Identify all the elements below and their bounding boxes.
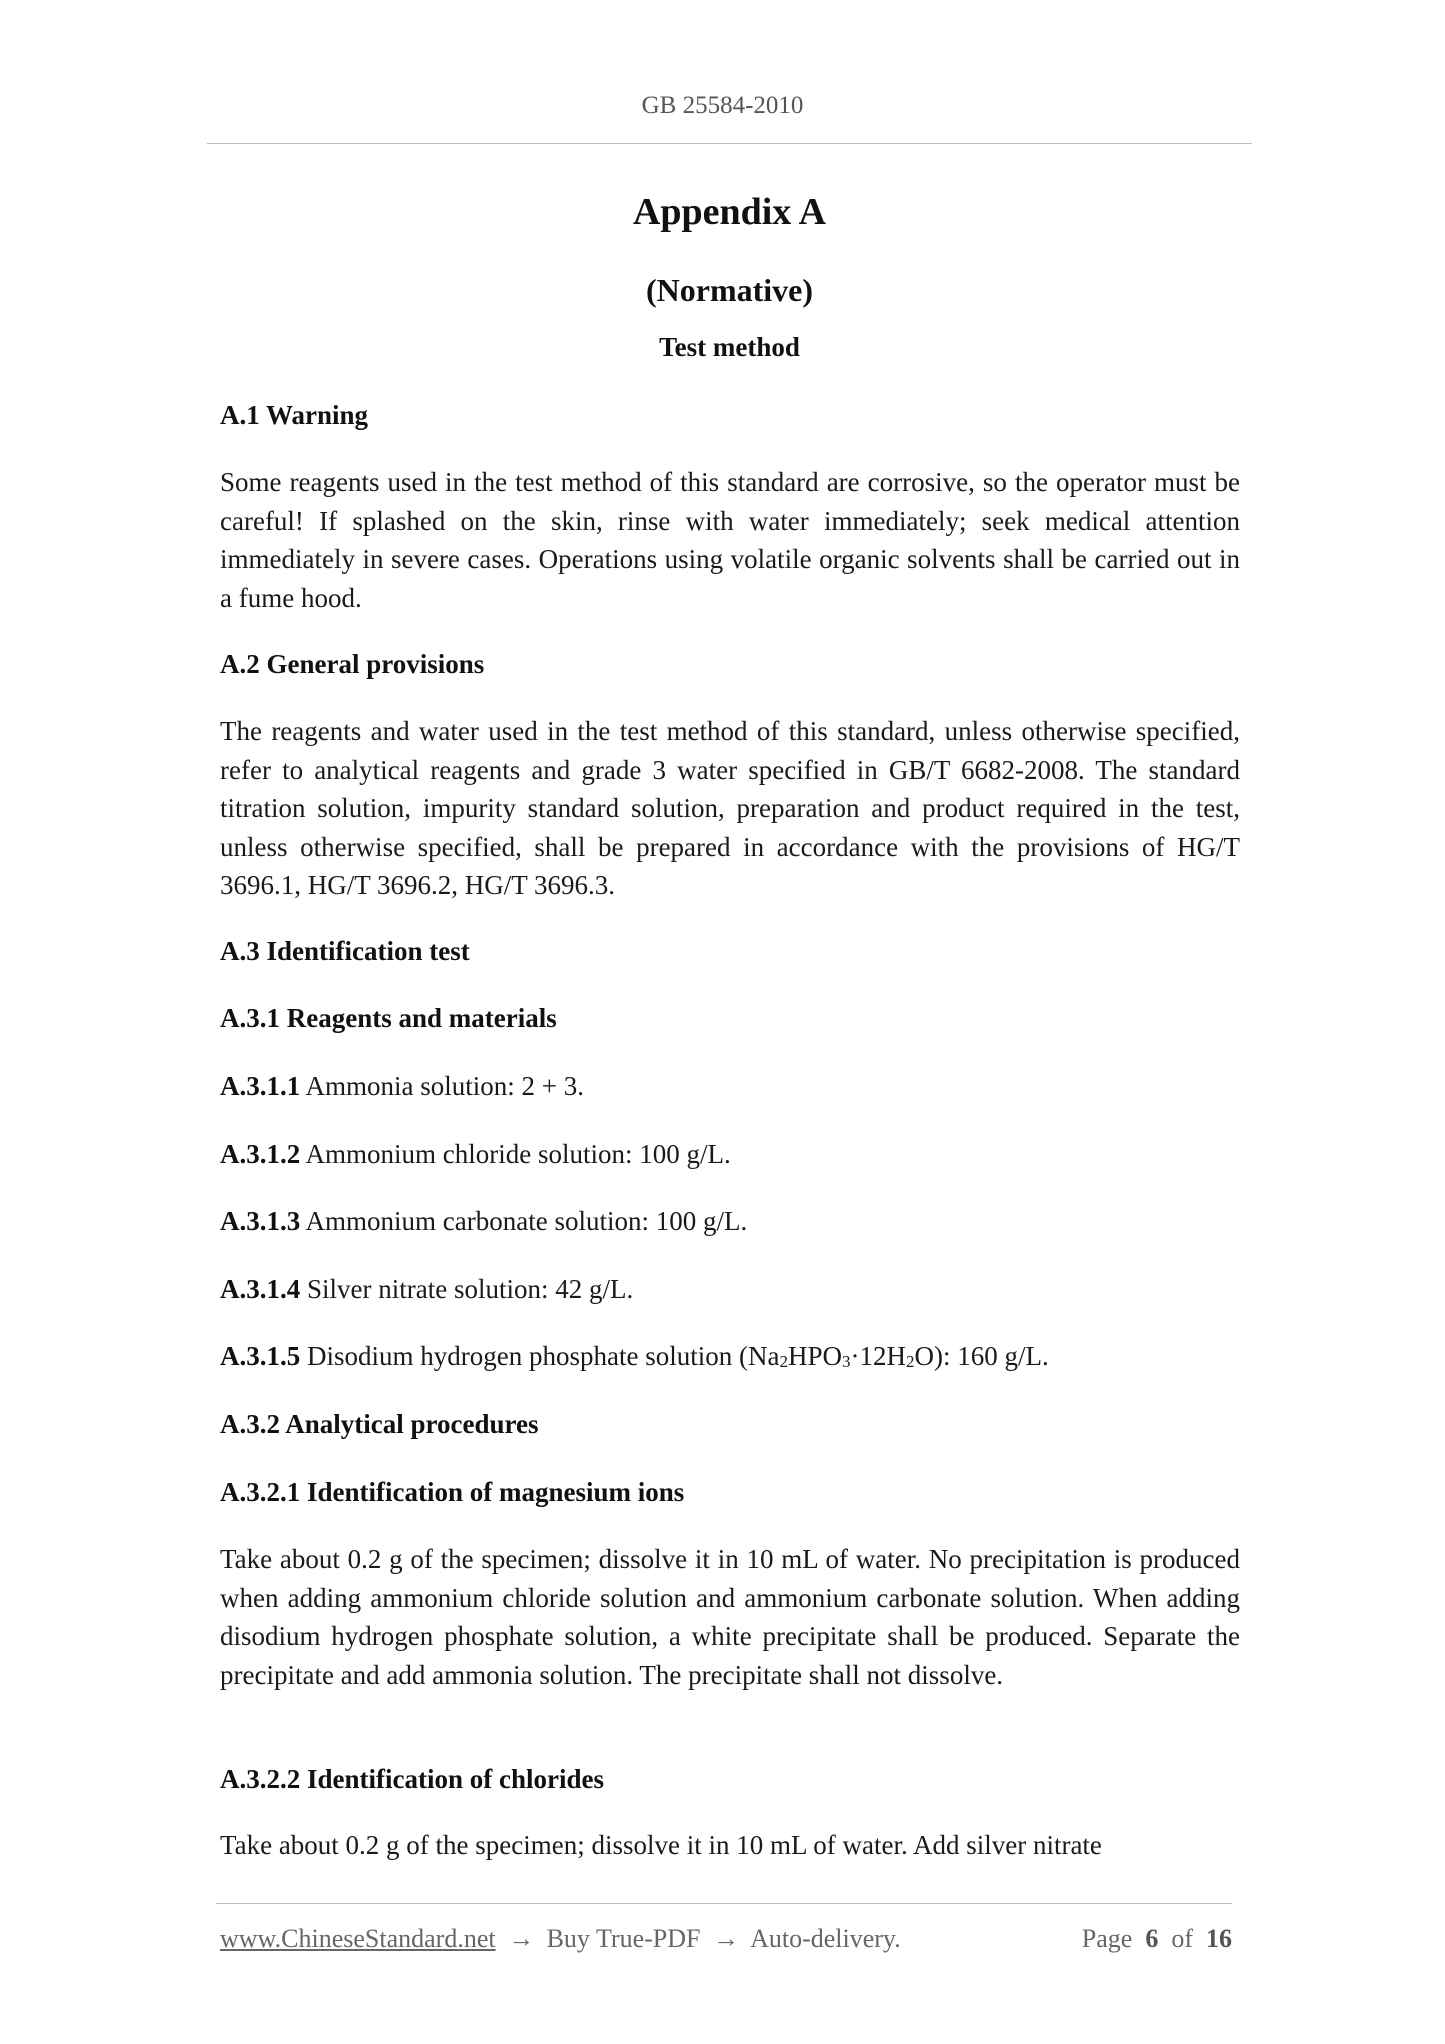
reagent-item bbox=[220, 1337, 1049, 1381]
section-a322-text: Take about 0.2 g of the specimen; dissolve it in 10 mL of water. Add silver nitrate bbox=[220, 1830, 1102, 1860]
section-a1-heading: A.1 Warning bbox=[220, 400, 369, 430]
section-a31-heading: A.3.1 Reagents and materials bbox=[220, 1003, 557, 1033]
reagent-item bbox=[220, 1202, 747, 1240]
reagent-item-text: Ammonia solution: 2 + 3. bbox=[305, 1071, 584, 1101]
of-label: of bbox=[1171, 1924, 1193, 1953]
page-label: Page bbox=[1081, 1924, 1133, 1953]
appendix-status: (Normative) bbox=[645, 272, 814, 308]
section-a321-text: Take about 0.2 g of the specimen; dissolve it in 10 mL of water. No precipitation is produced when adding ammonium chloride solution and ammonium carbonate solution. When adding disodium hydrogen phosphate solution, a white precipitate shall be produced. Separate the precipitate and add ammonia solution. The precipitate shall not dissolve. bbox=[220, 1544, 1240, 1690]
section-a32-heading: A.3.2 Analytical procedures bbox=[220, 1409, 539, 1439]
reagent-item-number: A.3.1.5 bbox=[220, 1341, 301, 1371]
section-a2-text: The reagents and water used in the test method of this standard, unless otherwise specified, refer to analytical reagents and grade 3 water specified in GB/T 6682-2008. The standard titration solution, impurity standard solution, preparation and product required in the test, unless otherwise specified, shall be prepared in accordance with the provisions of HG/T 3696.1, HG/T 3696.2, HG/T 3696.3. bbox=[220, 716, 1240, 900]
header-divider bbox=[207, 143, 1252, 144]
page-total: 16 bbox=[1206, 1924, 1232, 1953]
reagent-item bbox=[220, 1270, 633, 1308]
reagent-item-text: Ammonium carbonate solution: 100 g/L. bbox=[305, 1206, 748, 1236]
section-a322-heading: A.3.2.2 Identification of chlorides bbox=[220, 1764, 604, 1794]
document-id-header: GB 25584-2010 bbox=[641, 92, 804, 119]
section-a2-heading: A.2 General provisions bbox=[220, 649, 485, 679]
buy-pdf-text: Buy True-PDF bbox=[546, 1924, 701, 1953]
arrow-right-icon: → bbox=[713, 1924, 739, 1953]
reagent-item bbox=[220, 1067, 584, 1105]
page-indicator bbox=[1082, 1924, 1232, 1954]
appendix-title: Appendix A bbox=[632, 191, 827, 233]
appendix-subtitle: Test method bbox=[659, 332, 800, 362]
section-a1-text: Some reagents used in the test method of this standard are corrosive, so the operator must be careful! If splashed on the skin, rinse with water immediately; seek medical attention immediately in severe cases. Operations using volatile organic solvents shall be carried out in a fume hood. bbox=[220, 467, 1240, 613]
reagent-item-number: A.3.1.3 bbox=[220, 1206, 301, 1236]
reagent-item-number: A.3.1.4 bbox=[220, 1274, 301, 1304]
section-a321-heading: A.3.2.1 Identification of magnesium ions bbox=[220, 1477, 685, 1507]
section-a3-heading: A.3 Identification test bbox=[220, 936, 470, 966]
reagent-item bbox=[220, 1135, 731, 1173]
reagent-item-number: A.3.1.1 bbox=[220, 1071, 301, 1101]
reagent-item-text: Disodium hydrogen phosphate solution $(Na_2HPO_3\cdot 12H_2O)$: 160 g/L. bbox=[307, 1341, 1049, 1371]
footer-divider bbox=[216, 1903, 1232, 1904]
page-footer bbox=[220, 1924, 1232, 1954]
auto-delivery-text: Auto-delivery. bbox=[750, 1924, 901, 1953]
site-link[interactable]: www.ChineseStandard.net bbox=[220, 1924, 496, 1953]
reagent-item-text: Silver nitrate solution: 42 g/L. bbox=[307, 1274, 634, 1304]
page-number: 6 bbox=[1145, 1924, 1159, 1953]
reagent-item-text: Ammonium chloride solution: 100 g/L. bbox=[305, 1139, 731, 1169]
reagent-item-number: A.3.1.2 bbox=[220, 1139, 301, 1169]
arrow-right-icon: → bbox=[508, 1924, 535, 1953]
